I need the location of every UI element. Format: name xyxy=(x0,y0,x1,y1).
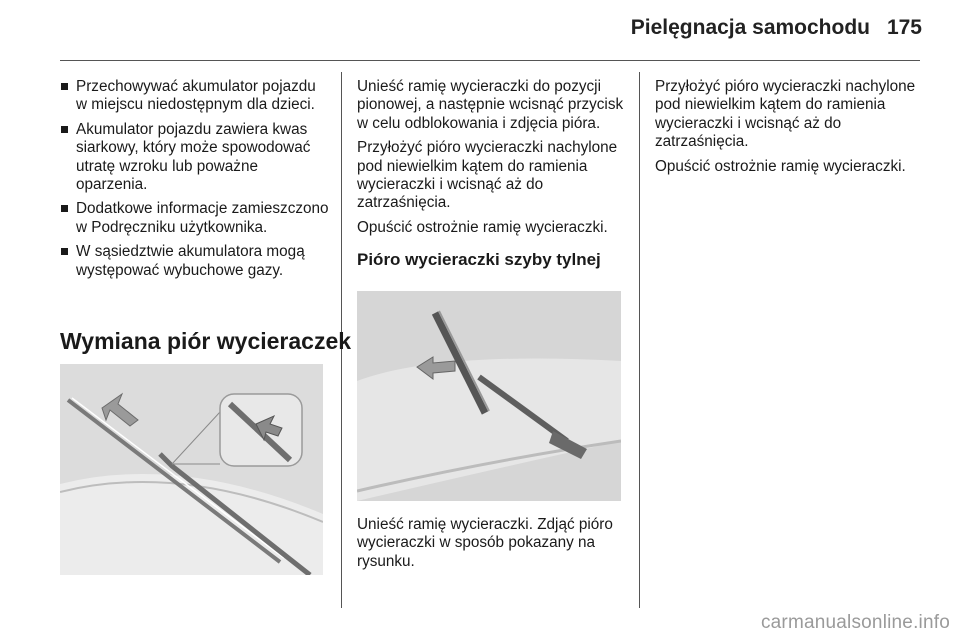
rear-wiper-illustration xyxy=(357,291,621,501)
watermark: carmanualsonline.info xyxy=(760,612,950,633)
warning-list xyxy=(60,78,330,280)
page-header-title: Pielęgnacja samochodu xyxy=(630,16,870,39)
instruction-paragraph: Przyłożyć pióro wycieraczki nachylone pod niewielkim kątem do ramienia wycieraczki i wcisnąć aż do zatrzaśnięcia. xyxy=(357,139,618,212)
instruction-paragraph: Opuścić ostrożnie ramię wycieraczki. xyxy=(655,157,906,175)
bullet-square-icon xyxy=(61,126,68,133)
page-number: 175 xyxy=(886,16,922,39)
instruction-paragraph: Przyłożyć pióro wycieraczki nachylone pod niewielkim kątem do ramienia wycieraczki i wcisnąć aż do zatrzaśnięcia. xyxy=(655,78,916,151)
bullet-square-icon xyxy=(61,248,68,255)
list-item: Dodatkowe informacje zamieszczono w Podręczniku użytkownika. xyxy=(60,200,330,237)
figure-caption: Unieść ramię wycieraczki. Zdjąć pióro wycieraczki w sposób pokazany na rysunku. xyxy=(357,516,613,570)
header-rule xyxy=(60,60,920,61)
list-item: Akumulator pojazdu zawiera kwas siarkowy, który może spowodować utratę wzroku lub poważne oparzenia. xyxy=(60,121,330,195)
section-title: Wymiana piór wycieraczek xyxy=(60,328,352,354)
list-item: W sąsiedztwie akumulatora mogą występować wybuchowe gazy. xyxy=(60,243,330,280)
list-item: Przechowywać akumulator pojazdu w miejscu niedostępnym dla dzieci. xyxy=(60,78,330,115)
column-1 xyxy=(60,78,330,286)
subsection-title: Pióro wycieraczki szyby tylnej xyxy=(357,250,601,270)
front-wiper-illustration xyxy=(60,364,323,575)
column-2 xyxy=(357,78,625,284)
instruction-paragraph: Unieść ramię wycieraczki do pozycji pionowej, a następnie wcisnąć przycisk w celu odblokowania i zdjęcia pióra. xyxy=(357,78,624,132)
column-3 xyxy=(655,78,930,182)
instruction-paragraph: Opuścić ostrożnie ramię wycieraczki. xyxy=(357,218,608,236)
bullet-square-icon xyxy=(61,83,68,90)
bullet-square-icon xyxy=(61,205,68,212)
column-divider-2 xyxy=(639,72,640,608)
